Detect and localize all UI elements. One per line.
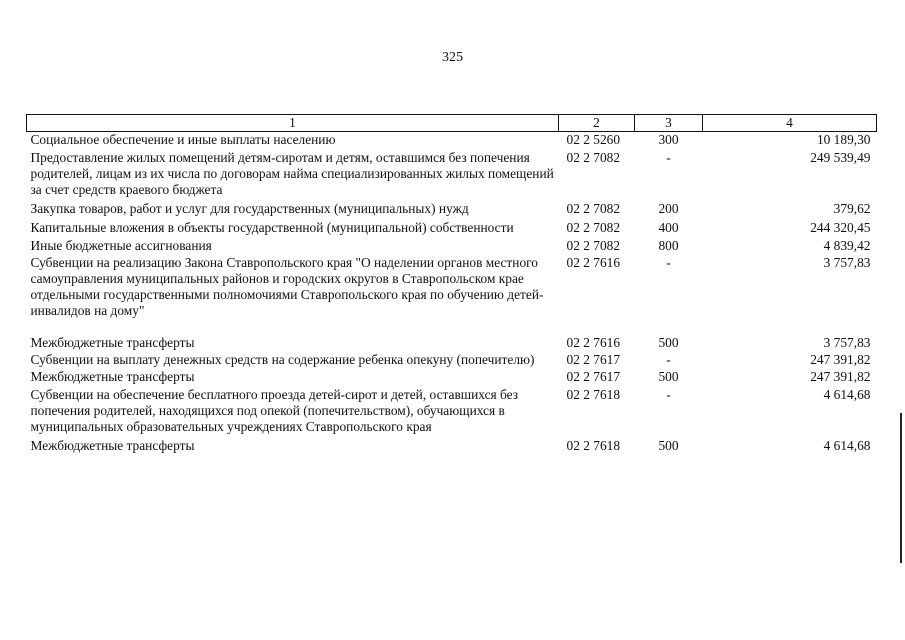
row-code: 02 2 7616 <box>566 255 621 270</box>
row-amount: 249 539,49 <box>810 150 871 165</box>
row-amount: 4 614,68 <box>823 438 871 453</box>
row-type: 800 <box>658 238 679 253</box>
column-header-3: 3 <box>635 115 703 132</box>
row-type: 500 <box>658 335 679 350</box>
page-number: 325 <box>442 50 463 65</box>
row-type: 500 <box>658 369 679 384</box>
table-row <box>27 369 877 386</box>
row-amount: 4 839,42 <box>823 238 871 253</box>
row-code: 02 2 7618 <box>566 438 621 453</box>
row-type: - <box>666 387 671 402</box>
table-row <box>27 386 877 437</box>
row-amount: 10 189,30 <box>816 132 871 147</box>
row-amount: 247 391,82 <box>810 352 871 367</box>
table-row <box>27 255 877 320</box>
table-row <box>27 437 877 456</box>
row-type: 500 <box>658 438 679 453</box>
row-type: - <box>666 255 671 270</box>
row-name: Межбюджетные трансферты <box>30 335 195 350</box>
row-name: Межбюджетные трансферты <box>30 438 195 453</box>
row-code: 02 2 7082 <box>566 201 621 216</box>
table-row <box>27 132 877 150</box>
column-header-1: 1 <box>27 115 559 132</box>
row-amount: 247 391,82 <box>810 369 871 384</box>
row-amount: 4 614,68 <box>823 387 871 402</box>
table-row <box>27 200 877 219</box>
row-name: Субвенции на выплату денежных средств на содержание ребенка опекуну (попечителю) <box>30 352 535 367</box>
row-type: 200 <box>658 201 679 216</box>
table-row <box>27 219 877 238</box>
budget-table <box>26 114 877 456</box>
table-spacer-row <box>27 320 877 335</box>
row-name: Капитальные вложения в объекты государственной (муниципальной) собственности <box>30 220 514 235</box>
row-type: 300 <box>658 132 679 147</box>
column-header-2: 2 <box>559 115 635 132</box>
row-code: 02 2 7617 <box>566 352 621 367</box>
row-type: 400 <box>658 220 679 235</box>
row-code: 02 2 7617 <box>566 369 621 384</box>
row-amount: 3 757,83 <box>823 335 871 350</box>
table-row <box>27 352 877 369</box>
row-name: Предоставление жилых помещений детям-сиротам и детям, оставшимся без попечения родителей, лицам из их числа по договорам найма специализированных жилых помещений за счет средств краевого бюджета <box>30 150 554 197</box>
row-code: 02 2 7082 <box>566 150 621 165</box>
row-type: - <box>666 150 671 165</box>
row-code: 02 2 5260 <box>566 132 621 147</box>
scan-margin-line <box>900 413 902 563</box>
table-header-row <box>27 115 877 132</box>
row-code: 02 2 7618 <box>566 387 621 402</box>
column-header-4: 4 <box>703 115 877 132</box>
row-code: 02 2 7616 <box>566 335 621 350</box>
row-amount: 3 757,83 <box>823 255 871 270</box>
row-type: - <box>666 352 671 367</box>
row-name: Субвенции на обеспечение бесплатного проезда детей-сирот и детей, оставшихся без попечения родителей, находящихся под опекой (попечительством), обучающихся в муниципальных образовательных учреждениях Ставропольского края <box>30 387 519 434</box>
row-name: Иные бюджетные ассигнования <box>30 238 212 253</box>
row-name: Закупка товаров, работ и услуг для государственных (муниципальных) нужд <box>30 201 469 216</box>
row-amount: 379,62 <box>833 201 871 216</box>
table-row <box>27 238 877 255</box>
row-name: Межбюджетные трансферты <box>30 369 195 384</box>
table-row <box>27 335 877 352</box>
row-code: 02 2 7082 <box>566 220 621 235</box>
row-name: Социальное обеспечение и иные выплаты населению <box>30 132 336 147</box>
table-row <box>27 149 877 200</box>
row-name: Субвенции на реализацию Закона Ставропольского края "О наделении органов местного самоуправления муниципальных районов и городских округов в Ставропольском крае отдельными государственными полномочиями Ставропольского края по обучению детей-инвалидов на дому" <box>30 255 544 318</box>
row-code: 02 2 7082 <box>566 238 621 253</box>
row-amount: 244 320,45 <box>810 220 871 235</box>
